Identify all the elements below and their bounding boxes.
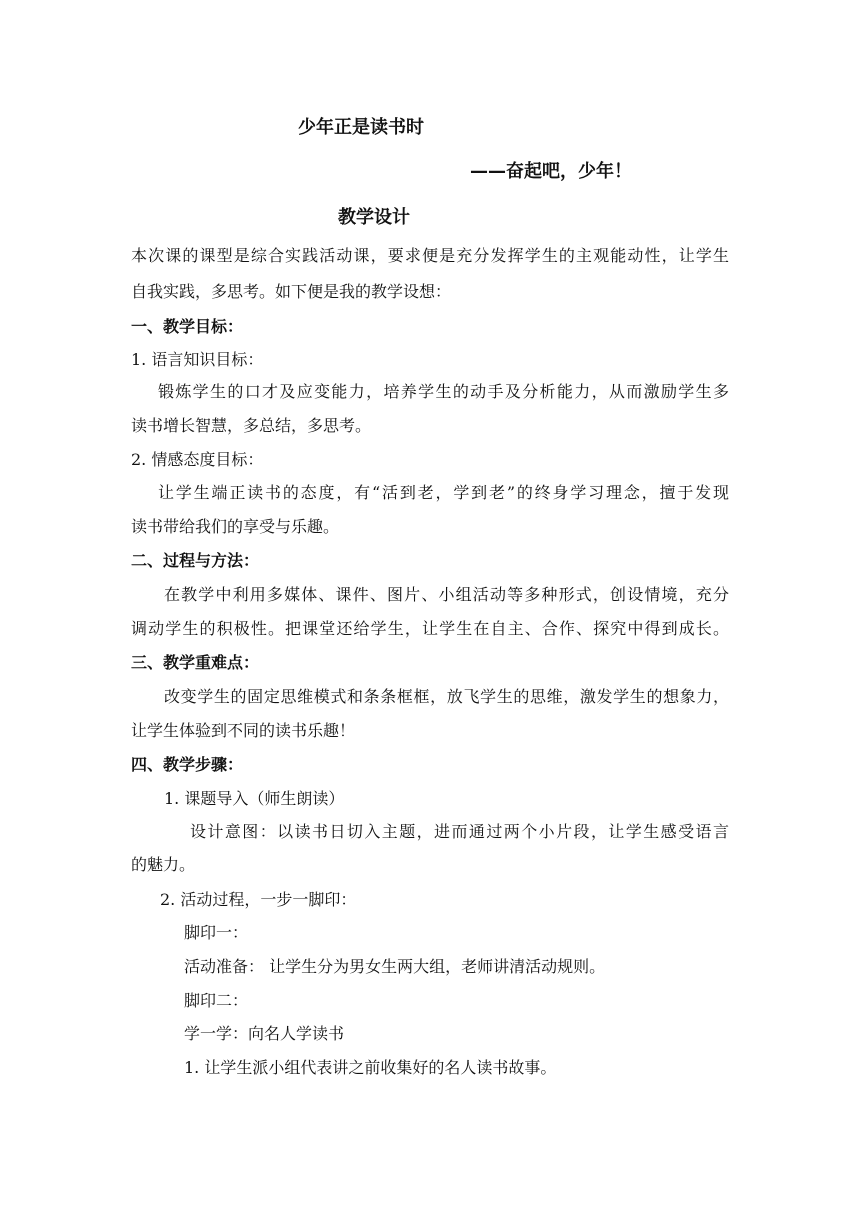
learn-from-famous: 学一学：向名人学读书: [184, 1024, 345, 1043]
doc-title: 少年正是读书时: [298, 117, 424, 138]
section-1-item-1-line-1: 锻炼学生的口才及应变能力，培养学生的动手及分析能力，从而激励学生多: [158, 382, 729, 401]
step-1-line-2: 的魅力。: [131, 855, 196, 874]
section-3-heading: 三、教学重难点：: [131, 653, 260, 672]
section-3-line-2: 让学生体验到不同的读书乐趣！: [131, 721, 356, 740]
section-1-item-2-line-1: 让学生端正读书的态度，有“活到老，学到老”的终身学习理念，擅于发现: [158, 483, 729, 502]
section-1-heading: 一、教学目标：: [131, 317, 244, 336]
section-4-heading: 四、教学步骤：: [131, 755, 244, 774]
section-1-item-2-label: 2. 情感态度目标：: [131, 450, 264, 469]
doc-subtitle: ——奋起吧，少年！: [470, 161, 632, 182]
intro-line-2: 自我实践，多思考。如下便是我的教学设想：: [131, 282, 452, 301]
footprint-1: 脚印一：: [184, 923, 249, 942]
step-1-label: 1. 课题导入（师生朗读）: [164, 789, 345, 808]
step-1-line-1: 设计意图：以读书日切入主题，进而通过两个小片段，让学生感受语言: [190, 822, 729, 841]
footprint-2: 脚印二：: [184, 991, 249, 1010]
section-1-item-1-line-2: 读书增长智慧，多总结，多思考。: [131, 416, 372, 435]
activity-prep: 活动准备： 让学生分为男女生两大组，老师讲清活动规则。: [184, 957, 606, 976]
intro-line-1: 本次课的课型是综合实践活动课，要求便是充分发挥学生的主观能动性，让学生: [131, 246, 729, 265]
doc-heading: 教学设计: [338, 207, 410, 228]
section-1-item-1-label: 1. 语言知识目标：: [131, 350, 264, 369]
sub-item-1: 1. 让学生派小组代表讲之前收集好的名人读书故事。: [184, 1058, 557, 1077]
section-2-heading: 二、过程与方法：: [131, 551, 260, 570]
section-2-line-1: 在教学中利用多媒体、课件、图片、小组活动等多种形式，创设情境，充分: [164, 585, 729, 604]
section-3-line-1: 改变学生的固定思维模式和条条框框，放飞学生的思维，激发学生的想象力，: [164, 687, 729, 706]
section-1-item-2-line-2: 读书带给我们的享受与乐趣。: [131, 517, 340, 536]
section-2-line-2: 调动学生的积极性。把课堂还给学生，让学生在自主、合作、探究中得到成长。: [131, 619, 729, 638]
step-2-label: 2. 活动过程，一步一脚印：: [160, 890, 357, 909]
